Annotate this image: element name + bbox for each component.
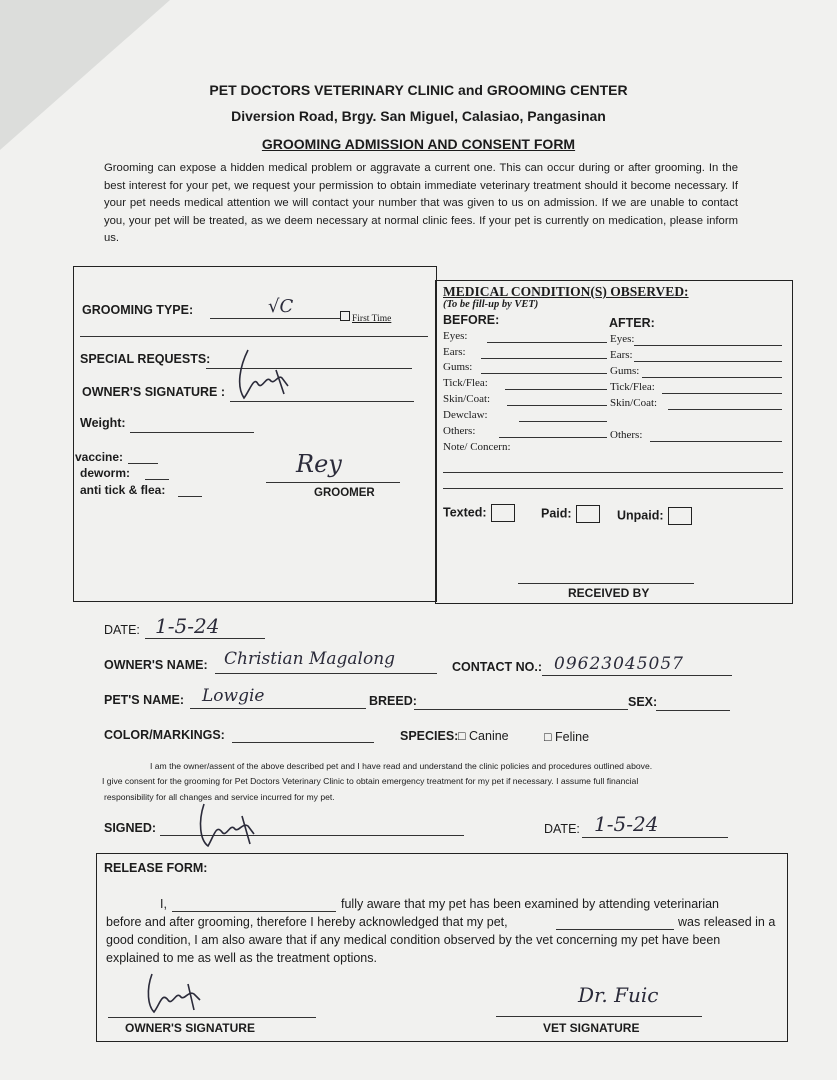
first-time-checkbox[interactable]: [340, 311, 391, 324]
consent-line-2: I give consent for the grooming for Pet Doctors Veterinary Clinic to obtain emergency treatment for my pet if necessary. I assume full financial: [102, 776, 639, 786]
before-heading: BEFORE:: [443, 313, 500, 327]
after-item-label: Tick/Flea:: [610, 381, 655, 393]
contact-label: CONTACT NO.:: [452, 660, 543, 674]
sex-line: [656, 710, 730, 711]
consent-date-value[interactable]: 1-5-24: [594, 812, 659, 836]
grooming-type-value[interactable]: √C: [268, 296, 294, 317]
before-item-label: Note/ Concern:: [443, 441, 511, 453]
before-item-label: Eyes:: [443, 330, 468, 342]
before-item-label: Tick/Flea:: [443, 377, 488, 389]
owner-name-line: [215, 673, 437, 674]
before-item-field[interactable]: [481, 373, 607, 374]
clinic-name: PET DOCTORS VETERINARY CLINIC and GROOMING CENTER: [209, 82, 628, 98]
color-line: [232, 742, 374, 743]
unpaid-label: Unpaid:: [617, 508, 664, 523]
deworm-label: deworm:: [80, 466, 131, 480]
vet-signature-line: [496, 1016, 702, 1017]
grooming-type-line: [210, 318, 340, 319]
before-item-label: Others:: [443, 425, 476, 437]
grooming-extra-line: [80, 336, 428, 337]
consent-line-3: responsibility for all changes and service incurred for my pet.: [104, 792, 335, 802]
after-item-label: Skin/Coat:: [610, 397, 658, 409]
after-item-field[interactable]: [650, 441, 782, 442]
release-pet-line: [556, 929, 674, 930]
before-item-label: Dewclaw:: [443, 409, 488, 421]
deworm-line: [145, 479, 169, 480]
medical-subtitle: (To be fill-up by VET): [443, 299, 539, 310]
release-name-line: [172, 911, 336, 912]
note-line-1: [443, 472, 783, 473]
release-owner-label: OWNER'S SIGNATURE: [125, 1021, 255, 1035]
consent-date-label: DATE:: [544, 822, 580, 836]
unpaid-checkbox[interactable]: [617, 507, 692, 525]
after-item-label: Ears:: [610, 349, 633, 361]
contact-line: [542, 675, 732, 676]
before-item-label: Skin/Coat:: [443, 393, 491, 405]
texted-box[interactable]: [491, 504, 515, 522]
color-label: COLOR/MARKINGS:: [104, 728, 225, 742]
antitick-label: anti tick & flea:: [80, 483, 166, 497]
note-line-2: [443, 488, 783, 489]
sex-label: SEX:: [628, 695, 658, 709]
contact-value[interactable]: 09623045057: [554, 654, 684, 674]
weight-label: Weight:: [80, 416, 126, 430]
paid-box[interactable]: [576, 505, 600, 523]
date-line: [145, 638, 265, 639]
paid-checkbox[interactable]: [541, 505, 600, 523]
after-item-field[interactable]: [642, 377, 782, 378]
vet-signature-label: VET SIGNATURE: [543, 1021, 640, 1035]
groomer-line: [266, 482, 400, 483]
owner-signature-scribble: [232, 346, 302, 404]
texted-checkbox[interactable]: [443, 504, 515, 522]
clinic-address: Diversion Road, Brgy. San Miguel, Calasiao, Pangasinan: [231, 108, 606, 124]
pet-name-line: [190, 708, 366, 709]
vet-signature-value: Dr. Fuic: [578, 983, 659, 1007]
grooming-type-label: GROOMING TYPE:: [82, 303, 194, 317]
before-item-label: Gums:: [443, 361, 473, 373]
release-owner-line: [108, 1017, 316, 1018]
release-title: RELEASE FORM:: [104, 861, 208, 875]
groomer-label: GROOMER: [314, 487, 375, 499]
release-line-4: explained to me as well as the treatment options.: [106, 951, 377, 965]
page-fold: [0, 0, 170, 150]
pet-name-value[interactable]: Lowgie: [202, 686, 265, 706]
before-item-field[interactable]: [507, 405, 607, 406]
unpaid-box[interactable]: [668, 507, 692, 525]
special-requests-label: SPECIAL REQUESTS:: [80, 352, 211, 366]
owner-signature-label: OWNER'S SIGNATURE :: [82, 385, 226, 399]
feline-option[interactable]: □ Feline: [544, 730, 590, 744]
release-line-3: good condition, I am also aware that if any medical condition observed by the vet concerning my pet have been: [106, 933, 721, 947]
received-by-line: [518, 583, 694, 584]
consent-line-1: I am the owner/assent of the above described pet and I have read and understand the clinic policies and procedures outlined above.: [150, 761, 653, 771]
owner-name-value[interactable]: Christian Magalong: [224, 649, 396, 669]
release-line-1: fully aware that my pet has been examined by attending veterinarian: [341, 897, 720, 911]
groomer-value: Rey: [296, 450, 342, 478]
after-item-field[interactable]: [662, 393, 782, 394]
after-item-field[interactable]: [634, 361, 782, 362]
after-item-field[interactable]: [668, 409, 782, 410]
owner-name-label: OWNER'S NAME:: [104, 658, 208, 672]
weight-line: [130, 432, 254, 433]
after-item-field[interactable]: [634, 345, 782, 346]
canine-option[interactable]: □ Canine: [458, 729, 509, 743]
consent-date-line: [582, 837, 728, 838]
after-item-label: Gums:: [610, 365, 640, 377]
first-time-box[interactable]: [340, 311, 350, 321]
vaccine-line: [128, 463, 158, 464]
after-item-label: Others:: [610, 429, 643, 441]
consent-signature-scribble: [194, 800, 266, 852]
before-item-field[interactable]: [481, 358, 607, 359]
breed-line: [414, 709, 628, 710]
species-label: SPECIES:: [400, 729, 459, 743]
release-owner-signature-scribble: [140, 970, 210, 1020]
vaccine-label: vaccine:: [75, 450, 124, 464]
antitick-line: [178, 496, 202, 497]
texted-label: Texted:: [443, 505, 487, 520]
first-time-label: First Time: [352, 314, 392, 324]
received-by-label: RECEIVED BY: [568, 586, 650, 600]
after-item-label: Eyes:: [610, 333, 635, 345]
before-item-field[interactable]: [519, 421, 607, 422]
release-i: I,: [160, 897, 167, 911]
intro-paragraph: Grooming can expose a hidden medical problem or aggravate a current one. This can occur during or after grooming. In the best interest for your pet, we request your permission to obtain immediate veterinary treatment should it become necessary. If your pet needs medical attention we will contact your number that was given to us on admission. If we are unable to contact you, your pet will be treated, as we deem necessary at normal clinic fees. If your pet is currently on medication, please inform us.: [104, 162, 738, 244]
medical-title: MEDICAL CONDITION(S) OBSERVED:: [443, 284, 689, 299]
form-title: GROOMING ADMISSION AND CONSENT FORM: [261, 136, 576, 152]
breed-label: BREED:: [369, 694, 417, 708]
date-value[interactable]: 1-5-24: [155, 614, 220, 638]
after-heading: AFTER:: [609, 316, 655, 330]
before-item-field[interactable]: [499, 437, 607, 438]
release-line-2a: before and after grooming, therefore I hereby acknowledged that my pet,: [106, 915, 508, 929]
paid-label: Paid:: [541, 506, 572, 521]
pet-name-label: PET'S NAME:: [104, 693, 185, 707]
date-label: DATE:: [104, 623, 140, 637]
before-item-field[interactable]: [487, 342, 607, 343]
before-item-label: Ears:: [443, 346, 466, 358]
signed-label: SIGNED:: [104, 821, 157, 835]
release-line-2b: was released in a: [678, 915, 776, 929]
before-item-field[interactable]: [505, 389, 607, 390]
